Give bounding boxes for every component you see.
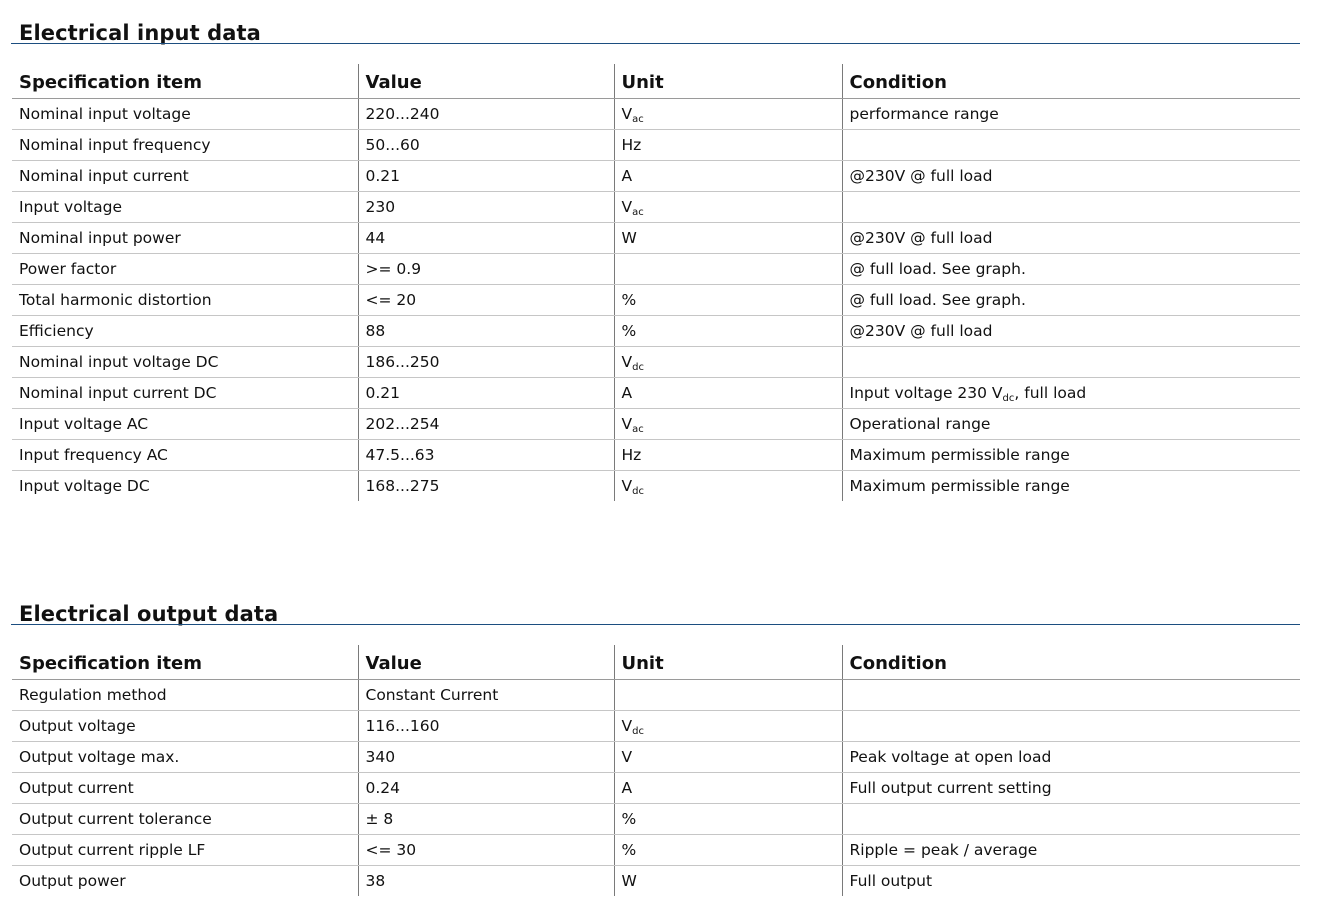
cell-value: 0.21 [358, 161, 614, 192]
output-spec-table [12, 645, 1300, 896]
unit-symbol: W [621, 872, 637, 890]
unit-symbol: V [621, 198, 633, 216]
cell-unit [614, 742, 842, 773]
cell-specification-item: Nominal input current [12, 161, 358, 192]
table-row [12, 316, 1300, 347]
table-row [12, 680, 1300, 711]
unit-symbol: V [621, 477, 633, 495]
table-row [12, 711, 1300, 742]
unit-symbol: % [621, 810, 637, 828]
table-row [12, 285, 1300, 316]
unit-subscript: ac [632, 424, 644, 435]
cell-value: ± 8 [358, 804, 614, 835]
condition-text: Maximum permissible range [849, 477, 1070, 495]
cell-condition [842, 409, 1300, 440]
condition-text: @ full load. See graph. [849, 291, 1026, 309]
cell-condition [842, 471, 1300, 502]
input-section-divider [11, 43, 1300, 44]
unit-subscript: dc [632, 486, 644, 497]
table-row [12, 223, 1300, 254]
unit-symbol: W [621, 229, 637, 247]
cell-condition [842, 440, 1300, 471]
condition-text: Full output [849, 872, 933, 890]
condition-text: Peak voltage at open load [849, 748, 1052, 766]
cell-value: 168...275 [358, 471, 614, 502]
cell-unit [614, 378, 842, 409]
header-condition: Condition [842, 645, 1300, 680]
cell-condition [842, 804, 1300, 835]
cell-specification-item: Nominal input current DC [12, 378, 358, 409]
cell-value: >= 0.9 [358, 254, 614, 285]
cell-unit [614, 316, 842, 347]
cell-value: 47.5...63 [358, 440, 614, 471]
input-section-title: Electrical input data [19, 21, 261, 46]
header-specification-item: Specification item [12, 645, 358, 680]
cell-unit [614, 130, 842, 161]
cell-specification-item: Output current ripple LF [12, 835, 358, 866]
unit-symbol: V [621, 717, 633, 735]
condition-text: @230V @ full load [849, 322, 993, 340]
condition-text-suffix: , full load [1014, 384, 1087, 402]
unit-subscript: dc [632, 726, 644, 737]
unit-symbol: Hz [621, 446, 642, 464]
table-row [12, 130, 1300, 161]
cell-unit [614, 866, 842, 897]
cell-condition [842, 378, 1300, 409]
unit-symbol: % [621, 322, 637, 340]
cell-condition [842, 223, 1300, 254]
unit-symbol: V [621, 105, 633, 123]
table-row [12, 835, 1300, 866]
header-value: Value [358, 64, 614, 99]
cell-value: 50...60 [358, 130, 614, 161]
cell-condition [842, 742, 1300, 773]
condition-text: @230V @ full load [849, 167, 993, 185]
unit-symbol: V [621, 415, 633, 433]
table-row [12, 192, 1300, 223]
cell-value: <= 20 [358, 285, 614, 316]
unit-subscript: ac [632, 207, 644, 218]
cell-specification-item: Output current tolerance [12, 804, 358, 835]
cell-value: 186...250 [358, 347, 614, 378]
cell-value: <= 30 [358, 835, 614, 866]
header-condition: Condition [842, 64, 1300, 99]
cell-value: 220...240 [358, 99, 614, 130]
table-row [12, 347, 1300, 378]
table-row [12, 866, 1300, 897]
cell-condition [842, 711, 1300, 742]
cell-condition [842, 680, 1300, 711]
cell-condition [842, 347, 1300, 378]
cell-condition [842, 835, 1300, 866]
unit-symbol: V [621, 748, 633, 766]
cell-condition [842, 130, 1300, 161]
cell-specification-item: Input voltage [12, 192, 358, 223]
cell-condition [842, 285, 1300, 316]
unit-symbol: Hz [621, 136, 642, 154]
unit-symbol: V [621, 353, 633, 371]
cell-unit [614, 773, 842, 804]
condition-text: Maximum permissible range [849, 446, 1070, 464]
cell-value: 116...160 [358, 711, 614, 742]
cell-unit [614, 804, 842, 835]
cell-unit [614, 347, 842, 378]
unit-symbol: % [621, 291, 637, 309]
cell-unit [614, 835, 842, 866]
cell-specification-item: Nominal input voltage [12, 99, 358, 130]
condition-text: Operational range [849, 415, 991, 433]
cell-value: 0.24 [358, 773, 614, 804]
table-row [12, 254, 1300, 285]
unit-symbol: A [621, 779, 633, 797]
cell-specification-item: Input voltage DC [19, 477, 150, 495]
condition-text: Input voltage 230 V [849, 384, 1003, 402]
cell-value: 202...254 [358, 409, 614, 440]
cell-specification-item: Nominal input frequency [12, 130, 358, 161]
table-header-row [12, 645, 1300, 680]
cell-unit [614, 711, 842, 742]
cell-unit [614, 285, 842, 316]
unit-subscript: ac [632, 114, 644, 125]
cell-specification-item: Nominal input power [12, 223, 358, 254]
cell-condition [842, 316, 1300, 347]
cell-value: 230 [358, 192, 614, 223]
output-section-divider [11, 624, 1300, 625]
cell-specification-item: Output voltage [12, 711, 358, 742]
condition-text: @230V @ full load [849, 229, 993, 247]
cell-value: 340 [358, 742, 614, 773]
header-specification-item: Specification item [12, 64, 358, 99]
cell-specification-item: Total harmonic distortion [12, 285, 358, 316]
table-row [12, 440, 1300, 471]
cell-condition [842, 99, 1300, 130]
condition-subscript: dc [1002, 393, 1015, 404]
cell-unit [614, 471, 842, 502]
cell-specification-item: Power factor [12, 254, 358, 285]
condition-text: performance range [849, 105, 999, 123]
cell-value: 44 [358, 223, 614, 254]
cell-specification-item: Efficiency [12, 316, 358, 347]
cell-specification-item: Output voltage max. [12, 742, 358, 773]
cell-value: Constant Current [358, 680, 614, 711]
cell-unit [614, 161, 842, 192]
table-row [12, 409, 1300, 440]
table-row [12, 99, 1300, 130]
cell-specification-item: Output power [19, 872, 126, 890]
cell-unit [614, 223, 842, 254]
condition-text: @ full load. See graph. [849, 260, 1026, 278]
header-unit: Unit [614, 645, 842, 680]
cell-unit [614, 254, 842, 285]
cell-specification-item: Regulation method [12, 680, 358, 711]
cell-condition [842, 192, 1300, 223]
unit-subscript: dc [632, 362, 644, 373]
cell-specification-item: Input frequency AC [12, 440, 358, 471]
cell-unit [614, 440, 842, 471]
cell-condition [842, 161, 1300, 192]
cell-unit [614, 409, 842, 440]
table-row [12, 378, 1300, 409]
table-row [12, 804, 1300, 835]
table-row [12, 742, 1300, 773]
unit-symbol: A [621, 384, 633, 402]
table-header-row [12, 64, 1300, 99]
cell-value: 88 [358, 316, 614, 347]
cell-specification-item: Output current [12, 773, 358, 804]
cell-unit [614, 680, 842, 711]
cell-condition [842, 254, 1300, 285]
unit-symbol: % [621, 841, 637, 859]
header-value: Value [358, 645, 614, 680]
table-row [12, 471, 1300, 502]
cell-specification-item: Nominal input voltage DC [12, 347, 358, 378]
cell-condition [842, 866, 1300, 897]
unit-symbol: A [621, 167, 633, 185]
cell-specification-item: Input voltage AC [12, 409, 358, 440]
table-row [12, 773, 1300, 804]
condition-text: Ripple = peak / average [849, 841, 1038, 859]
cell-value: 0.21 [358, 378, 614, 409]
table-row [12, 161, 1300, 192]
output-section-title: Electrical output data [19, 602, 279, 627]
condition-text: Full output current setting [849, 779, 1052, 797]
cell-unit [614, 99, 842, 130]
cell-condition [842, 773, 1300, 804]
cell-unit [614, 192, 842, 223]
input-spec-table [12, 64, 1300, 501]
cell-value: 38 [358, 866, 614, 897]
header-unit: Unit [614, 64, 842, 99]
